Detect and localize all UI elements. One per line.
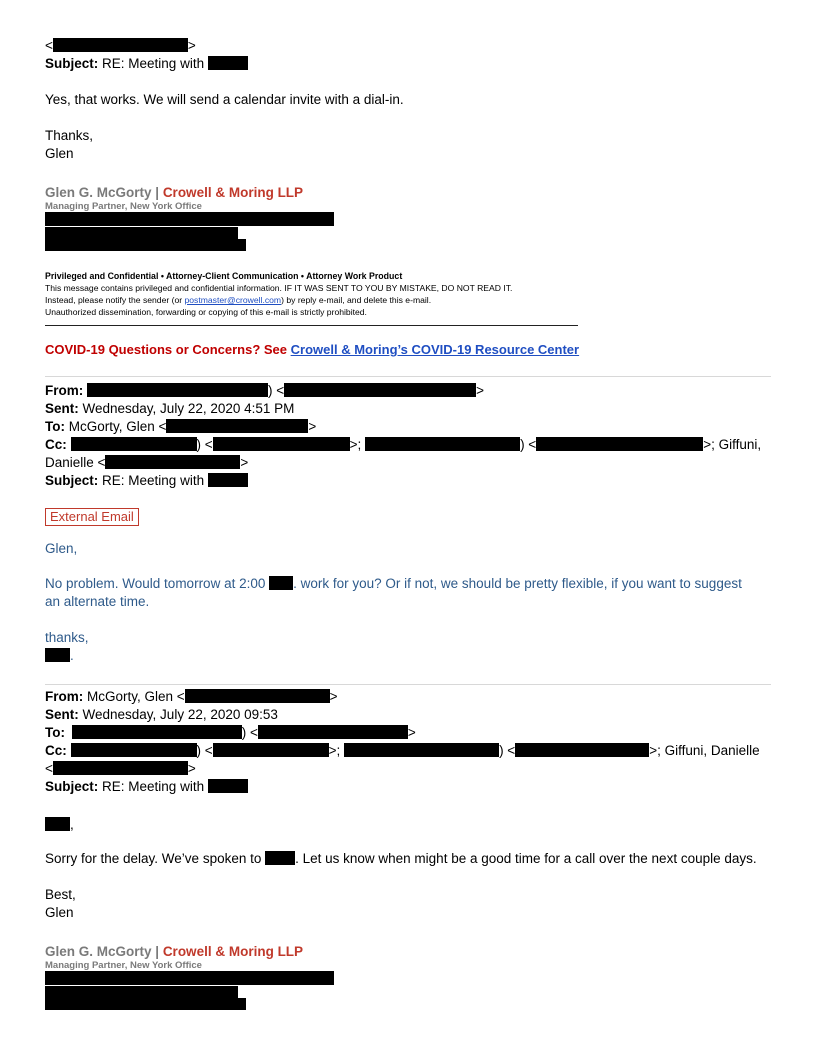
- signature-firm: Crowell & Moring LLP: [162, 944, 304, 959]
- disclaimer-heading: Privileged and Confidential • Attorney-Client Communication • Attorney Work Product: [45, 271, 403, 281]
- reply-body: Yes, that works. We will send a calendar invite with a dial-in.: [45, 92, 404, 107]
- redaction: [365, 437, 520, 451]
- cc-line: Cc: ) < >; ) < >; Giffuni, Danielle: [45, 743, 760, 758]
- sent-line: Sent: Wednesday, July 22, 2020 4:51 PM: [45, 401, 295, 416]
- subject-line: Subject: RE: Meeting with: [45, 55, 248, 72]
- external-email-badge: External Email: [45, 508, 139, 526]
- email-greeting: Glen,: [45, 541, 78, 556]
- subject-line: Subject: RE: Meeting with: [45, 472, 248, 489]
- cc-line-continued: Danielle < >: [45, 455, 249, 470]
- redaction: [208, 779, 248, 793]
- signature-title: Managing Partner, New York Office: [45, 960, 202, 971]
- covid-notice: COVID-19 Questions or Concerns? See Crowell & Moring’s COVID-19 Resource Center: [45, 342, 580, 357]
- redaction: [45, 986, 238, 998]
- redaction: [213, 437, 350, 451]
- signature-name: Glen G. McGorty: [45, 944, 152, 959]
- to-line: To: ) < >: [45, 725, 416, 740]
- postmaster-link[interactable]: postmaster@crowell.com: [184, 295, 282, 305]
- signature: Glen G. McGorty | Crowell & Moring LLP: [45, 185, 304, 200]
- email-body: an alternate time.: [45, 594, 150, 609]
- redaction: [258, 725, 408, 739]
- redaction: [45, 971, 334, 985]
- sent-line: Sent: Wednesday, July 22, 2020 09:53: [45, 707, 278, 722]
- disclaimer-line: This message contains privileged and confidential information. IF IT WAS SENT TO YOU BY MISTAKE, DO NOT READ IT.: [45, 283, 513, 293]
- signature-title: Managing Partner, New York Office: [45, 201, 202, 212]
- signature-name: Glen G. McGorty: [45, 185, 152, 200]
- redaction: [185, 689, 330, 703]
- redaction: [269, 576, 293, 590]
- divider: [45, 684, 771, 685]
- email-signoff: Best,: [45, 887, 76, 902]
- reply-thanks: Thanks,: [45, 128, 94, 143]
- covid-resource-link[interactable]: Crowell & Moring’s COVID-19 Resource Center: [290, 342, 580, 357]
- disclaimer-line: Instead, please notify the sender (or postmaster@crowell.com) by reply e-mail, and delete this e-mail.: [45, 295, 432, 305]
- header-continuation: < >: [45, 38, 196, 53]
- redaction: [45, 648, 70, 662]
- from-line: From: McGorty, Glen < >: [45, 689, 338, 704]
- redaction: [53, 38, 188, 52]
- cc-line-continued: < >: [45, 761, 196, 776]
- redaction: [45, 998, 246, 1010]
- email-sender-name: Glen: [45, 905, 74, 920]
- redaction: [284, 383, 476, 397]
- redaction: [53, 761, 188, 775]
- redaction: [213, 743, 329, 757]
- redaction: [265, 851, 295, 865]
- signature-firm: Crowell & Moring LLP: [162, 185, 304, 200]
- email-sender: .: [45, 647, 74, 664]
- redaction: [166, 419, 308, 433]
- cc-line: Cc: ) < >; ) < >; Giffuni,: [45, 437, 762, 452]
- reply-name: Glen: [45, 146, 74, 161]
- from-line: From: ) < >: [45, 383, 485, 398]
- divider: [45, 376, 771, 377]
- redaction: [515, 743, 649, 757]
- email-signoff: thanks,: [45, 630, 89, 645]
- to-line: To: McGorty, Glen < >: [45, 419, 317, 434]
- redaction: [72, 725, 242, 739]
- redaction: [45, 227, 238, 239]
- redaction: [208, 473, 248, 487]
- disclaimer-line: Unauthorized dissemination, forwarding or copying of this e-mail is strictly prohibited.: [45, 307, 367, 317]
- redaction: [105, 455, 240, 469]
- redaction: [45, 212, 334, 226]
- email-body: No problem. Would tomorrow at 2:00 . work for you? Or if not, we should be pretty flexible, if you want to suggest: [45, 576, 742, 591]
- subject-line: Subject: RE: Meeting with: [45, 778, 248, 795]
- redaction: [71, 437, 197, 451]
- redaction: [344, 743, 499, 757]
- redaction: [208, 56, 248, 70]
- redaction: [71, 743, 197, 757]
- email-body: Sorry for the delay. We’ve spoken to . Let us know when might be a good time for a call over the next couple days.: [45, 851, 757, 866]
- divider: [45, 325, 578, 326]
- redaction: [87, 383, 268, 397]
- redaction: [45, 239, 246, 251]
- email-greeting: ,: [45, 816, 74, 833]
- signature: Glen G. McGorty | Crowell & Moring LLP: [45, 944, 304, 959]
- redaction: [536, 437, 703, 451]
- redaction: [45, 817, 70, 831]
